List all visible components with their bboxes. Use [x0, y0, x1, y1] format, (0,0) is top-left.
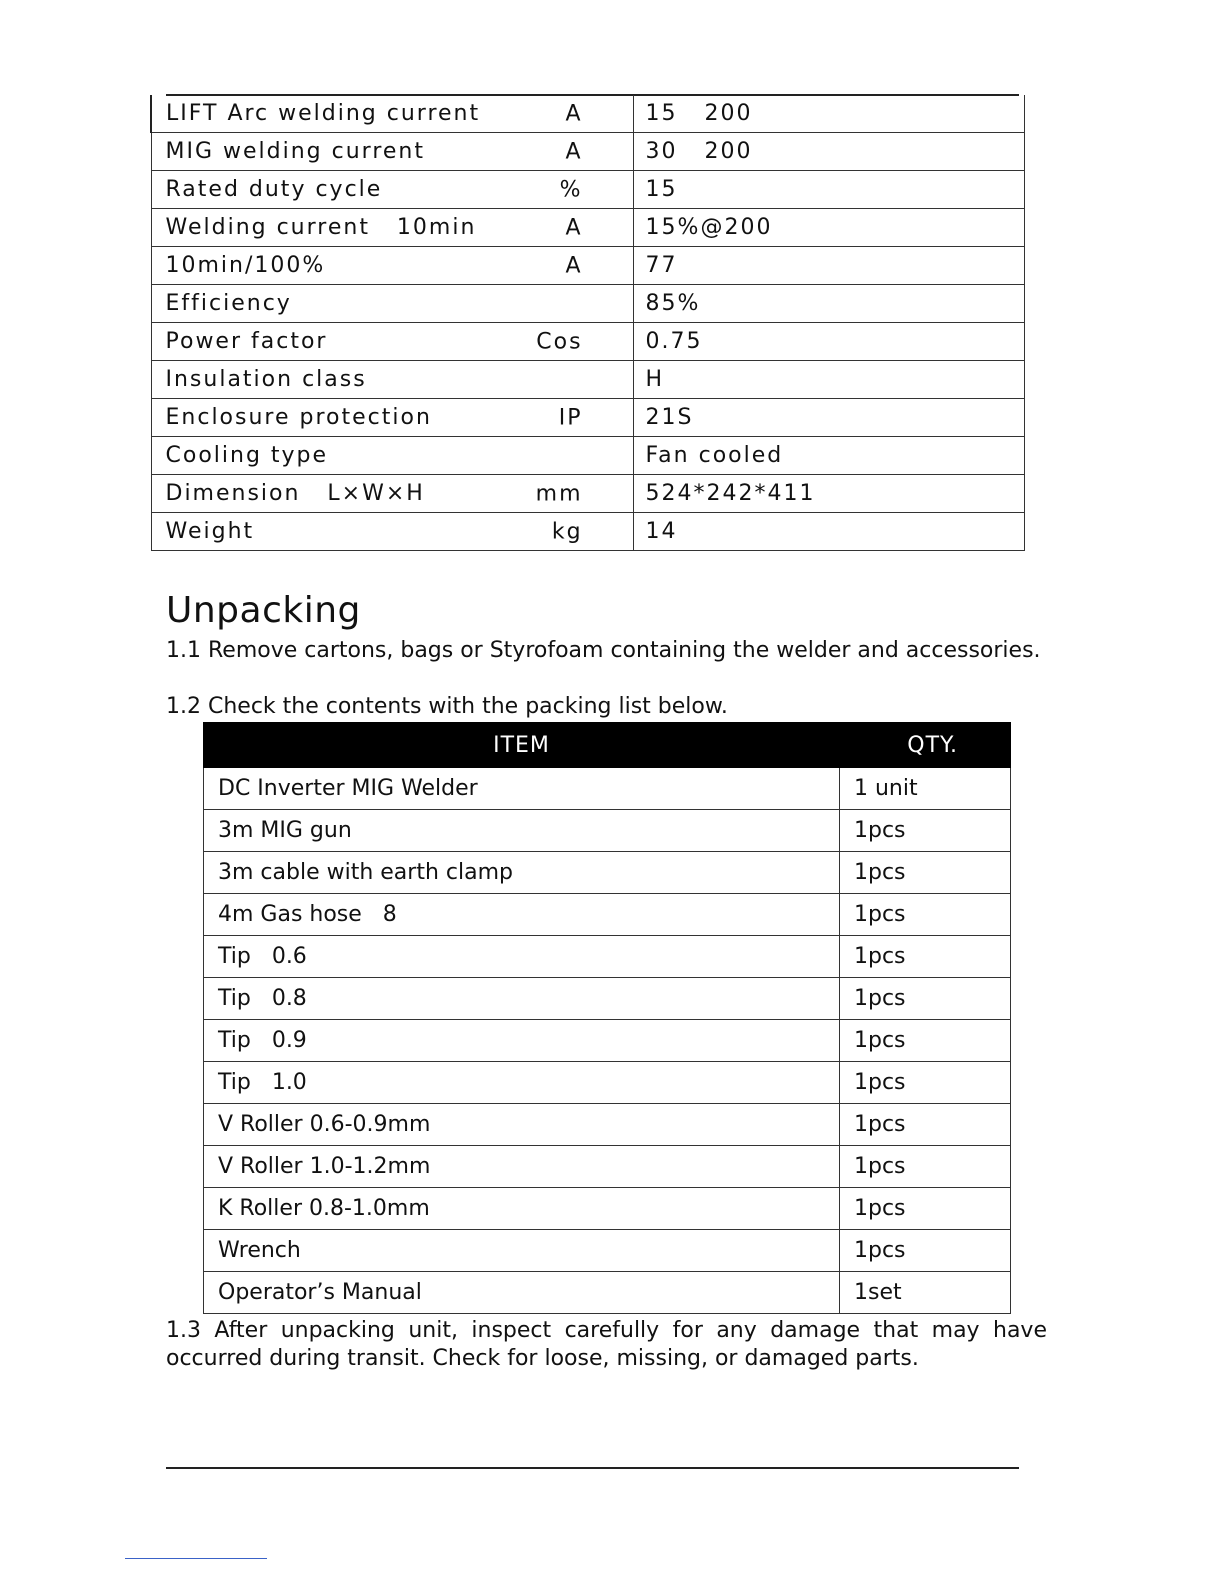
spec-value: 524*242*411 [633, 475, 1024, 513]
table-row [204, 810, 1011, 852]
table-row [204, 1146, 1011, 1188]
table-row [151, 361, 1025, 399]
item-qty: 1set [840, 1272, 1011, 1314]
item-column-header: ITEM [204, 723, 840, 768]
item-name: Operator’s Manual [204, 1272, 840, 1314]
spec-value: 77 [633, 247, 1024, 285]
spec-param: Dimension L×W×H [165, 481, 425, 506]
qty-column-header: QTY. [840, 723, 1011, 768]
item-name: Wrench [204, 1230, 840, 1272]
step-1-text: 1.1 Remove cartons, bags or Styrofoam containing the welder and accessories. [166, 638, 1041, 663]
spec-value: 15%@200 [633, 209, 1024, 247]
table-row [204, 1062, 1011, 1104]
item-name: Tip 1.0 [204, 1062, 840, 1104]
spec-value: Fan cooled [633, 437, 1024, 475]
table-row [151, 133, 1025, 171]
spec-value: 15 200 [633, 95, 1024, 133]
spec-unit: mm [535, 481, 583, 506]
item-qty: 1pcs [840, 1230, 1011, 1272]
spec-unit: IP [558, 405, 583, 430]
spec-param: Efficiency [165, 291, 292, 316]
spec-value: 0.75 [633, 323, 1024, 361]
table-row [204, 1188, 1011, 1230]
table-row [204, 1272, 1011, 1314]
spec-param-cell [151, 475, 633, 513]
item-qty: 1 unit [840, 768, 1011, 810]
table-row [151, 285, 1025, 323]
item-qty: 1pcs [840, 936, 1011, 978]
spec-param: 10min/100% [165, 253, 326, 278]
item-name: Tip 0.8 [204, 978, 840, 1020]
item-name: K Roller 0.8-1.0mm [204, 1188, 840, 1230]
spec-value: 85% [633, 285, 1024, 323]
item-qty: 1pcs [840, 978, 1011, 1020]
spec-param-cell [151, 285, 633, 323]
table-row [151, 209, 1025, 247]
spec-param: Cooling type [165, 443, 329, 468]
table-row [151, 247, 1025, 285]
item-qty: 1pcs [840, 1020, 1011, 1062]
spec-unit: % [559, 177, 583, 202]
item-qty: 1pcs [840, 894, 1011, 936]
spec-param: Welding current 10min [165, 215, 477, 240]
item-qty: 1pcs [840, 1104, 1011, 1146]
spec-param: Weight [165, 519, 255, 544]
item-qty: 1pcs [840, 852, 1011, 894]
item-name: V Roller 1.0-1.2mm [204, 1146, 840, 1188]
step-3-text: 1.3 After unpacking unit, inspect carefully for any damage that may have occurred during transit. Check for loose, missing, or damaged parts. [166, 1318, 1047, 1371]
spec-param: Insulation class [165, 367, 367, 392]
table-header-row [204, 723, 1011, 768]
table-row [151, 475, 1025, 513]
table-row [151, 513, 1025, 551]
spec-param-cell [151, 361, 633, 399]
spec-param: LIFT Arc welding current [166, 101, 481, 126]
footer-link-underline [125, 1558, 267, 1559]
item-name: 3m MIG gun [204, 810, 840, 852]
table-row [151, 399, 1025, 437]
spec-unit: A [565, 139, 583, 164]
table-row [151, 95, 1025, 133]
item-name: V Roller 0.6-0.9mm [204, 1104, 840, 1146]
item-qty: 1pcs [840, 1062, 1011, 1104]
item-name: 4m Gas hose 8 [204, 894, 840, 936]
spec-table [150, 95, 1025, 551]
spec-unit: A [565, 215, 583, 240]
spec-unit: kg [551, 519, 583, 544]
spec-value: 15 [633, 171, 1024, 209]
item-qty: 1pcs [840, 1146, 1011, 1188]
spec-param: MIG welding current [165, 139, 425, 164]
table-row [204, 768, 1011, 810]
table-row [151, 171, 1025, 209]
item-qty: 1pcs [840, 1188, 1011, 1230]
spec-param-cell [151, 437, 633, 475]
spec-param-cell [151, 247, 633, 285]
table-row [204, 852, 1011, 894]
table-row [204, 894, 1011, 936]
step-2-text: 1.2 Check the contents with the packing list below. [166, 694, 728, 719]
spec-unit: Cos [536, 329, 583, 354]
item-name: Tip 0.9 [204, 1020, 840, 1062]
spec-value: H [633, 361, 1024, 399]
spec-param-cell [151, 513, 633, 551]
spec-param-cell [151, 209, 633, 247]
spec-param-cell [151, 133, 633, 171]
spec-value: 14 [633, 513, 1024, 551]
spec-param-cell [151, 323, 633, 361]
spec-param: Rated duty cycle [165, 177, 383, 202]
spec-value: 30 200 [633, 133, 1024, 171]
bottom-rule [166, 1467, 1019, 1469]
table-row [204, 1020, 1011, 1062]
item-name: DC Inverter MIG Welder [204, 768, 840, 810]
spec-param-cell [151, 399, 633, 437]
spec-value: 21S [633, 399, 1024, 437]
item-qty: 1pcs [840, 810, 1011, 852]
table-row [151, 323, 1025, 361]
item-name: 3m cable with earth clamp [204, 852, 840, 894]
spec-param: Enclosure protection [165, 405, 432, 430]
table-row [204, 1230, 1011, 1272]
table-row [204, 936, 1011, 978]
section-heading: Unpacking [166, 590, 361, 631]
spec-param-cell [151, 171, 633, 209]
spec-param-cell [151, 95, 633, 133]
packing-list-table [203, 722, 1011, 1314]
spec-unit: A [565, 253, 583, 278]
table-row [204, 1104, 1011, 1146]
item-name: Tip 0.6 [204, 936, 840, 978]
table-row [151, 437, 1025, 475]
table-row [204, 978, 1011, 1020]
spec-unit: A [565, 101, 583, 126]
spec-param: Power factor [165, 329, 328, 354]
